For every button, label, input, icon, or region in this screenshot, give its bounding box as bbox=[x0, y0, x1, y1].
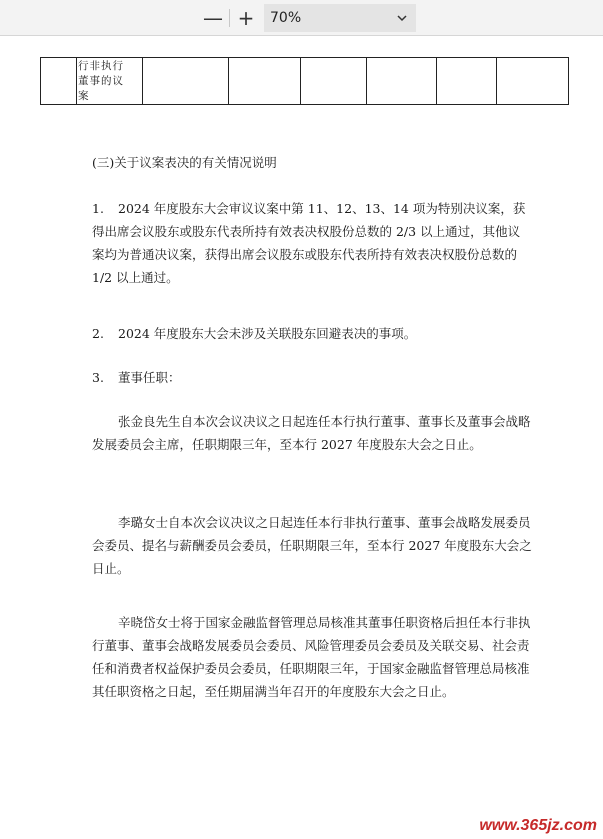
zoom-in-button[interactable] bbox=[234, 6, 258, 30]
list-item bbox=[92, 366, 532, 389]
table-cell bbox=[143, 58, 229, 105]
item-text: 2024 年度股东大会未涉及关联股东回避表决的事项。 bbox=[118, 326, 417, 341]
item-number: 2. bbox=[92, 326, 104, 341]
table-cell bbox=[41, 58, 77, 105]
zoom-out-button[interactable] bbox=[201, 6, 225, 30]
proposal-name: 行非执行 董事的议 案 bbox=[78, 60, 124, 102]
zoom-level-select[interactable] bbox=[264, 4, 416, 32]
item-number: 3. bbox=[92, 370, 104, 385]
zoom-level-value: 70% bbox=[270, 10, 302, 26]
table-cell bbox=[437, 58, 497, 105]
item-number: 1. bbox=[92, 201, 104, 216]
paragraph: 李璐女士自本次会议决议之日起连任本行非执行董事、董事会战略发展委员会委员、提名与薪酬委员会委员，任职期限三年，至本行 2027 年度股东大会之日止。 bbox=[92, 515, 532, 576]
table-cell bbox=[301, 58, 367, 105]
paragraph: 辛晓岱女士将于国家金融监督管理总局核准其董事任职资格后担任本行非执行董事、董事会战略发展委员会委员、风险管理委员会委员及关联交易、社会责任和消费者权益保护委员会委员，任职期限三年，于国家金融监督管理总局核准其任职资格之日起，至任期届满当年召开的年度股东大会之日止。 bbox=[92, 615, 531, 699]
table-cell-proposal bbox=[77, 58, 143, 105]
table-cell bbox=[497, 58, 569, 105]
zoom-in-label: + bbox=[237, 6, 255, 30]
chevron-down-icon bbox=[396, 12, 408, 24]
pdf-toolbar bbox=[0, 0, 603, 36]
table-cell bbox=[367, 58, 437, 105]
list-item bbox=[92, 322, 532, 345]
item-text: 2024 年度股东大会审议议案中第 11、12、13、14 项为特别决议案，获得出席会议股东或股东代表所持有效表决权股份总数的 2/3 以上通过，其他议案均为普通决议案，获得出席会议股东或股东代表所持有效表决权股份总数的 1/2 以上通过。 bbox=[92, 201, 526, 285]
item-text: 董事任职： bbox=[118, 370, 181, 385]
paragraph: 张金良先生自本次会议决议之日起连任本行执行董事、董事长及董事会战略发展委员会主席，任职期限三年，至本行 2027 年度股东大会之日止。 bbox=[92, 414, 531, 452]
table-cell bbox=[229, 58, 301, 105]
site-watermark: www.365jz.com bbox=[479, 817, 597, 834]
toolbar-divider bbox=[229, 9, 230, 27]
vote-results-table bbox=[40, 57, 569, 105]
document-page bbox=[0, 37, 603, 839]
table-row bbox=[41, 58, 569, 105]
zoom-out-label: — bbox=[203, 6, 223, 30]
list-item bbox=[92, 197, 532, 289]
section-heading: (三)关于议案表决的有关情况说明 bbox=[92, 155, 277, 170]
